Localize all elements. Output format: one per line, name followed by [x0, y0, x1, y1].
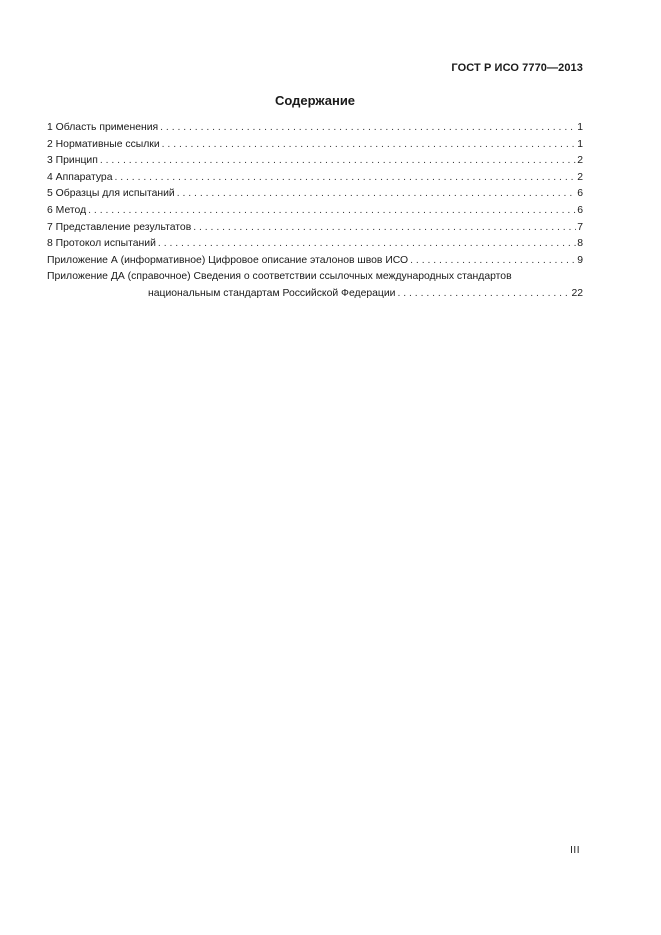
toc-entry-label: 3 Принцип [47, 155, 98, 167]
toc-entry-page: 9 [577, 254, 583, 266]
table-of-contents [47, 120, 583, 303]
toc-entry-page: 8 [577, 238, 583, 250]
dot-leader [177, 186, 577, 203]
toc-entry-normative-references[interactable] [47, 137, 583, 154]
dot-leader [160, 120, 576, 137]
page-number: III [570, 845, 580, 856]
toc-entry-label: 7 Представление результатов [47, 221, 192, 233]
toc-entry-label: Приложение ДА (справочное) Сведения о соответствии ссылочных международных стандартов [47, 271, 512, 283]
toc-entry-page: 22 [571, 287, 583, 299]
dot-leader [410, 253, 576, 270]
dot-leader [193, 220, 576, 237]
toc-entry-page: 2 [577, 171, 583, 183]
dot-leader [100, 153, 576, 170]
toc-title: Содержание [274, 93, 356, 108]
toc-entry-method[interactable] [47, 203, 583, 220]
toc-entry-annex-da-line1[interactable] [47, 269, 583, 286]
dot-leader [397, 286, 570, 303]
dot-leader [88, 203, 576, 220]
toc-entry-label: 5 Образцы для испытаний [47, 188, 175, 200]
toc-entry-test-report[interactable] [47, 236, 583, 253]
toc-entry-label: 2 Нормативные ссылки [47, 138, 160, 150]
toc-entry-label: 4 Аппаратура [47, 171, 113, 183]
toc-entry-page: 1 [577, 138, 583, 150]
document-code: ГОСТ Р ИСО 7770—2013 [451, 62, 583, 74]
dot-leader [162, 137, 577, 154]
toc-entry-page: 6 [577, 204, 583, 216]
toc-entry-page: 2 [577, 155, 583, 167]
toc-entry-annex-da-line2[interactable] [47, 286, 583, 303]
dot-leader [158, 236, 576, 253]
dot-leader [114, 170, 576, 187]
toc-entry-label: 8 Протокол испытаний [47, 238, 156, 250]
toc-entry-label: 6 Метод [47, 204, 87, 216]
toc-entry-page: 7 [577, 221, 583, 233]
toc-entry-apparatus[interactable] [47, 170, 583, 187]
toc-entry-page: 1 [577, 122, 583, 133]
toc-entry-page: 6 [577, 188, 583, 200]
toc-entry-test-specimens[interactable] [47, 186, 583, 203]
toc-entry-annex-a[interactable] [47, 253, 583, 270]
toc-entry-label: Приложение А (информативное) Цифровое описание эталонов швов ИСО [47, 254, 409, 266]
toc-entry-results[interactable] [47, 220, 583, 237]
toc-entry-scope[interactable] [47, 120, 583, 137]
toc-entry-label: 1 Область применения [47, 122, 159, 133]
toc-entry-principle[interactable] [47, 153, 583, 170]
toc-entry-label-continued: национальным стандартам Российской Федерации [148, 287, 396, 299]
